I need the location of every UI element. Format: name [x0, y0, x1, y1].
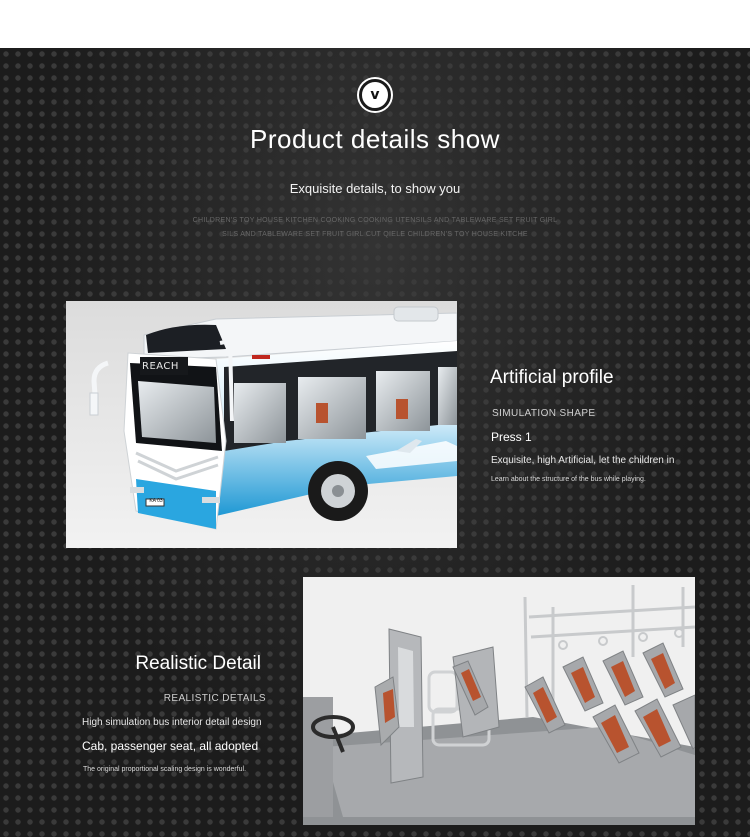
feature-1-line-3: Learn about the structure of the bus while playing. [491, 476, 646, 483]
destination-sign-text: REACH [142, 361, 179, 372]
badge-glyph: v [370, 87, 380, 103]
fine-print-line-1: CHILDREN'S TOY HOUSE KITCHEN COOKING COOKING UTENSILS AND TABLEWARE SET FRUIT GIRL [192, 217, 558, 224]
chevron-down-icon[interactable] [359, 79, 391, 111]
bus-exterior-photo [66, 301, 457, 548]
feature-2-line-1: High simulation bus interior detail design [82, 717, 262, 728]
feature-2-caps: REALISTIC DETAILS [163, 693, 266, 704]
bus-interior-illustration [303, 577, 695, 825]
top-white-strip [0, 0, 750, 48]
section-subtitle: Exquisite details, to show you [289, 181, 461, 196]
license-plate-text: KA 03 [149, 498, 163, 504]
section-title: Product details show [250, 124, 500, 154]
feature-2-line-3: The original proportional scaling design is wonderful. [83, 766, 247, 773]
feature-2-line-2: Cab, passenger seat, all adopted [82, 739, 259, 753]
feature-1-caps: SIMULATION SHAPE [492, 408, 596, 419]
feature-1-heading: Artificial profile [490, 367, 614, 388]
feature-1-line-2: Exquisite, high Artificial, let the children in [491, 455, 675, 466]
feature-1-line-1: Press 1 [491, 430, 532, 444]
bus-interior-photo [303, 577, 695, 825]
bus-exterior-illustration [66, 301, 457, 548]
feature-2-heading: Realistic Detail [135, 653, 261, 674]
fine-print-line-2: SILS AND TABLEWARE SET FRUIT GIRL CUT QIELE CHILDREN'S TOY HOUSE KITCHE [222, 231, 528, 238]
